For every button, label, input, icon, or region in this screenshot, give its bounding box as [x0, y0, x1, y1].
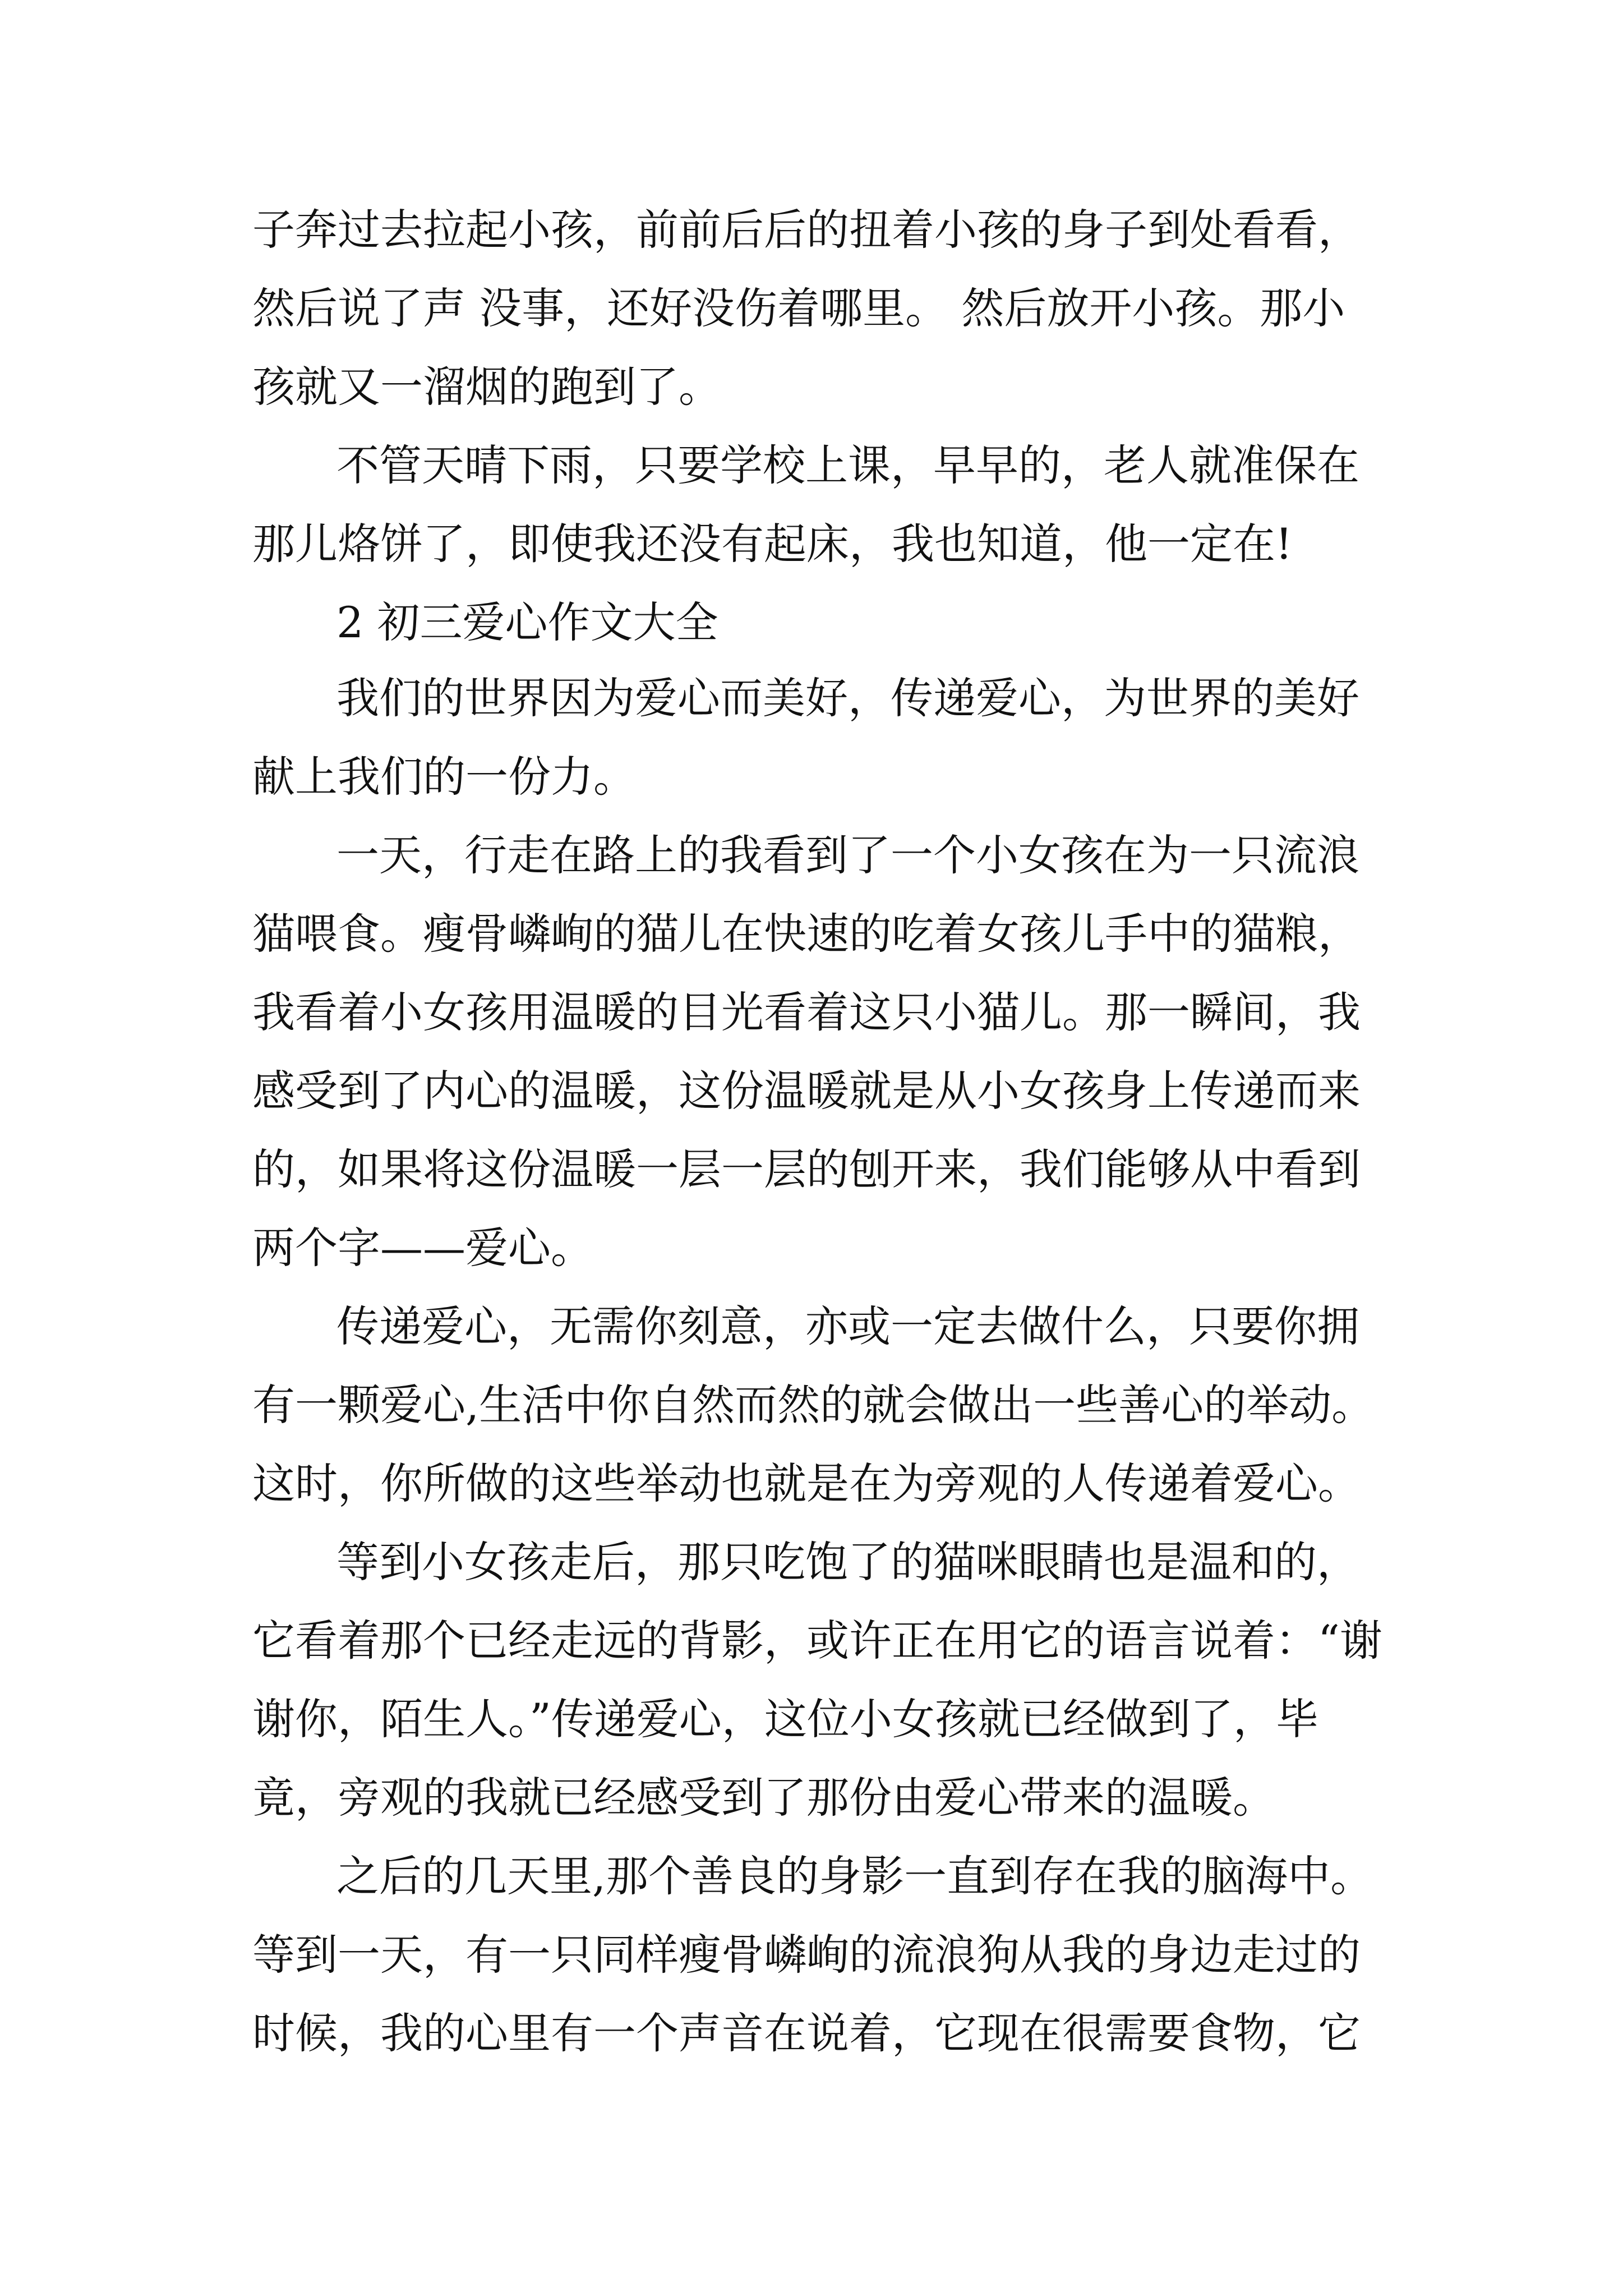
text-line: 那儿烙饼了，即使我还没有起床，我也知道，他一定在!	[252, 519, 1293, 569]
paragraph-start-line: 之后的几天里,那个善良的身影一直到存在我的脑海中。	[336, 1851, 1373, 1901]
paragraph-start-line: 等到小女孩走后，那只吃饱了的猫咪眼睛也是温和的，	[336, 1537, 1359, 1587]
paragraph-start-line: 不管天晴下雨，只要学校上课，早早的，老人就准保在	[336, 440, 1359, 490]
text-line: 两个字——爱心。	[252, 1223, 593, 1273]
text-line: 这时，你所做的这些举动也就是在为旁观的人传递着爱心。	[252, 1458, 1361, 1508]
text-line: 献上我们的一份力。	[252, 752, 636, 802]
text-line: 等到一天，有一只同样瘦骨嶙峋的流浪狗从我的身边走过的	[252, 1930, 1361, 1980]
paragraph-start-line: 传递爱心，无需你刻意，亦或一定去做什么，只要你拥	[336, 1301, 1359, 1351]
text-line: 猫喂食。瘦骨嶙峋的猫儿在快速的吃着女孩儿手中的猫粮，	[252, 909, 1361, 959]
text-line: 时候，我的心里有一个声音在说着，它现在很需要食物，它	[252, 2008, 1361, 2058]
text-line: 我看着小女孩用温暖的目光看着这只小猫儿。那一瞬间，我	[252, 987, 1361, 1037]
section-heading: 2 初三爱心作文大全	[336, 597, 718, 647]
paragraph-start-line: 我们的世界因为爱心而美好，传递爱心，为世界的美好	[336, 673, 1359, 723]
text-line: 孩就又一溜烟的跑到了。	[252, 362, 721, 412]
text-line: 有一颗爱心,生活中你自然而然的就会做出一些善心的举动。	[252, 1380, 1375, 1430]
text-line: 竟，旁观的我就已经感受到了那份由爱心带来的温暖。	[252, 1773, 1275, 1823]
text-line: 谢你，陌生人。”传递爱心，这位小女孩就已经做到了，毕	[252, 1694, 1318, 1744]
text-line: 的，如果将这份温暖一层一层的刨开来，我们能够从中看到	[252, 1144, 1361, 1194]
text-line: 感受到了内心的温暖，这份温暖就是从小女孩身上传递而来	[252, 1066, 1361, 1116]
text-line: 然后说了声 没事，还好没伤着哪里。 然后放开小孩。那小	[252, 283, 1345, 333]
text-line: 它看着那个已经走远的背影，或许正在用它的语言说着：“谢	[252, 1616, 1382, 1665]
text-line: 子奔过去拉起小孩，前前后后的扭着小孩的身子到处看看，	[252, 205, 1361, 255]
paragraph-start-line: 一天，行走在路上的我看到了一个小女孩在为一只流浪	[336, 830, 1359, 880]
